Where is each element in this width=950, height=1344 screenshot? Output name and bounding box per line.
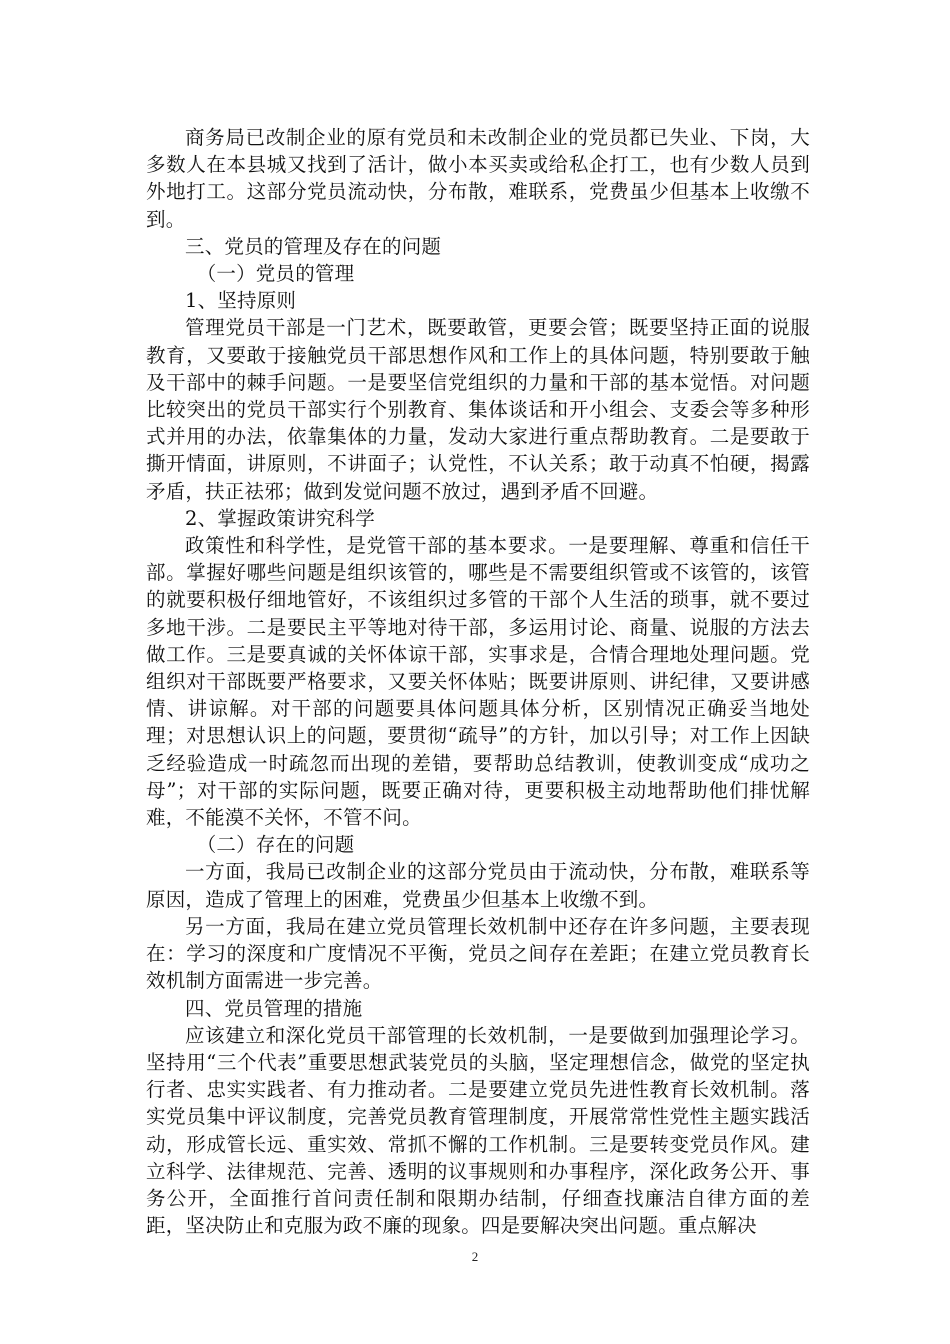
paragraph-principles: 管理党员干部是一门艺术，既要敢管，更要会管；既要坚持正面的说服教育，又要敢于接触党员干部思想作风和工作上的具体问题，特别要敢于触及干部中的棘手问题。一是要坚信党组织的力量和干部的基本觉悟。对问题比较突出的党员干部实行个别教育、集体谈话和开小组会、支委会等多种形式并用的办法，依靠集体的力量，发动大家进行重点帮助教育。二是要敢于撕开情面，讲原则，不讲面子；认党性，不认关系；敢于动真不怕硬，揭露矛盾，扶正祛邪；做到发觉问题不放过，遇到矛盾不回避。 (146, 316, 810, 503)
paragraph-measures: 应该建立和深化党员干部管理的长效机制，一是要做到加强理论学习。坚持用“三个代表”重要思想武装党员的头脑，坚定理想信念，做党的坚定执行者、忠实实践者、有力推动者。二是要建立党员先进性教育长效机制。落实党员集中评议制度，完善党员教育管理制度，开展常常性党性主题实践活动，形成管长远、重实效、常抓不懈的工作机制。三是要转变党员作风。建立科学、法律规范、完善、透明的议事规则和办事程序，深化政务公开、事务公开，全面推行首问责任制和限期办结制，仔细查找廉洁自律方面的差距，坚决防止和克服为政不廉的现象。四是要解决突出问题。重点解决 (146, 1023, 810, 1238)
paragraph-policy: 政策性和科学性，是党管干部的基本要求。一是要理解、尊重和信任干部。掌握好哪些问题是组织该管的，哪些是不需要组织管或不该管的，该管的就要积极仔细地管好，不该组织过多管的干部个人生活的琐事，就不要过多地干涉。二是要民主平等地对待干部，多运用讨论、商量、说服的方法去做工作。三是要真诚的关怀体谅干部，实事求是，合情合理地处理问题。党组织对干部既要严格要求，又要关怀体贴；既要讲原则、讲纪律，又要讲感情、讲谅解。对干部的问题要具体问题具体分析，区别情况正确妥当地处理；对思想认识上的问题，要贯彻“疏导”的方针，加以引导；对工作上因缺乏经验造成一时疏忽而出现的差错，要帮助总结教训，使教训变成“成功之母”；对干部的实际问题，既要正确对待，更要积极主动地帮助他们排忧解难，不能漠不关怀，不管不问。 (146, 534, 810, 830)
subsection-heading-management: （一）党员的管理 (196, 262, 355, 286)
paragraph-problems-two: 另一方面，我局在建立党员管理长效机制中还存在许多问题，主要表现在：学习的深度和广度情况不平衡，党员之间存在差距；在建立党员教育长效机制方面需进一步完善。 (146, 914, 810, 993)
body-text (146, 124, 810, 1239)
section-heading-four: 四、党员管理的措施 (185, 996, 363, 1020)
item-heading-policy: 2、掌握政策讲究科学 (185, 506, 375, 530)
paragraph-intro: 商务局已改制企业的原有党员和未改制企业的党员都已失业、下岗，大多数人在本县城又找到了活计，做小本买卖或给私企打工，也有少数人员到外地打工。这部分党员流动快，分布散，难联系，党费虽少但基本上收缴不到。 (146, 126, 810, 231)
section-heading-three: 三、党员的管理及存在的问题 (185, 234, 442, 258)
page-number: 2 (471, 1249, 479, 1264)
subsection-heading-problems: （二）存在的问题 (196, 833, 355, 857)
paragraph-problems-one: 一方面，我局已改制企业的这部分党员由于流动快，分布散，难联系等原因，造成了管理上的困难，党费虽少但基本上收缴不到。 (146, 860, 810, 911)
item-heading-principles: 1、坚持原则 (185, 289, 297, 313)
